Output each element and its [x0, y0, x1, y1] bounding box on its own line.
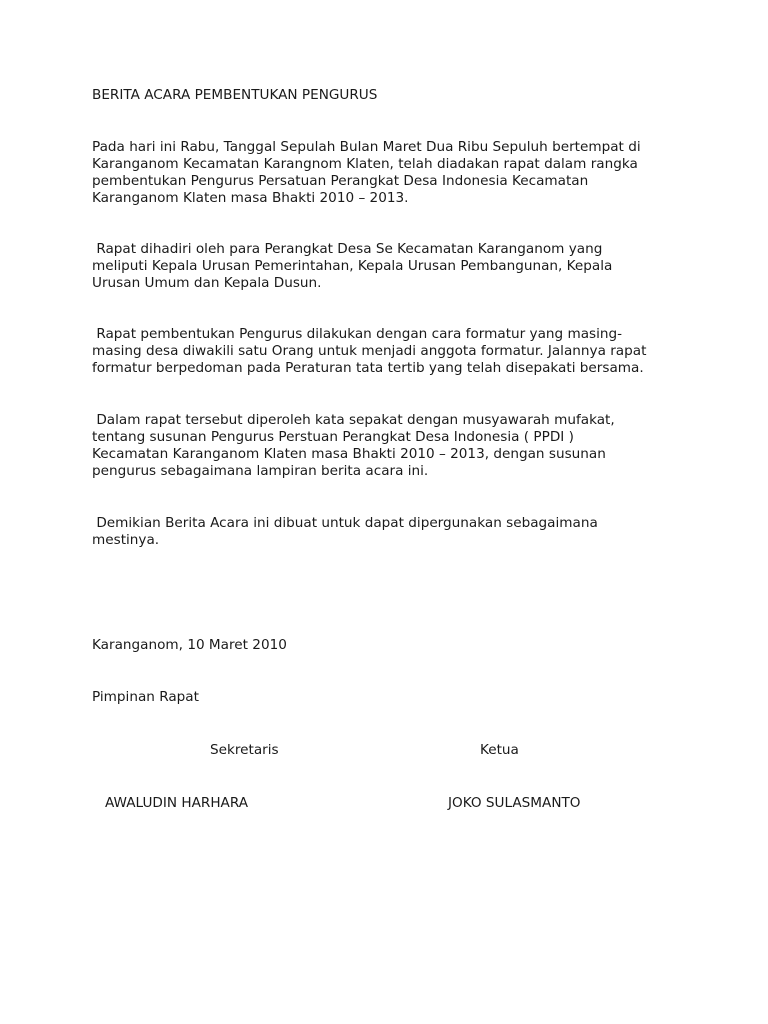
- signatory-name-secretary: AWALUDIN HARHARA: [105, 795, 249, 811]
- document-title: BERITA ACARA PEMBENTUKAN PENGURUS: [92, 87, 378, 103]
- paragraph-line: meliputi Kepala Urusan Pemerintahan, Kepala Urusan Pembangunan, Kepala: [92, 258, 613, 274]
- paragraph-line: masing desa diwakili satu Orang untuk menjadi anggota formatur. Jalannya rapat: [92, 343, 647, 359]
- paragraph-line: Dalam rapat tersebut diperoleh kata sepakat dengan musyawarah mufakat,: [92, 412, 615, 428]
- paragraph-attendance: [92, 241, 612, 292]
- paragraph-line: pengurus sebagaimana lampiran berita acara ini.: [92, 463, 429, 479]
- paragraph-line: mestinya.: [92, 532, 160, 548]
- paragraph-opening: [92, 139, 641, 207]
- paragraph-line: tentang susunan Pengurus Perstuan Perangkat Desa Indonesia ( PPDI ): [92, 429, 574, 445]
- paragraph-line: Karanganom Klaten masa Bhakti 2010 – 2013.: [92, 190, 409, 206]
- paragraph-line: formatur berpedoman pada Peraturan tata tertib yang telah disepakati bersama.: [92, 360, 644, 376]
- paragraph-line: Rapat pembentukan Pengurus dilakukan dengan cara formatur yang masing-: [92, 326, 623, 342]
- paragraph-agreement: [92, 412, 615, 480]
- paragraph-line: Urusan Umum dan Kepala Dusun.: [92, 275, 322, 291]
- signatory-role-secretary: Sekretaris: [210, 742, 279, 758]
- signatory-name-chairman: JOKO SULASMANTO: [448, 795, 581, 811]
- signatory-role-chairman: Ketua: [480, 742, 519, 758]
- paragraph-line: Pada hari ini Rabu, Tanggal Sepulah Bulan Maret Dua Ribu Sepuluh bertempat di: [92, 139, 641, 155]
- paragraph-line: Karanganom Kecamatan Karangnom Klaten, telah diadakan rapat dalam rangka: [92, 156, 638, 172]
- paragraph-closing: [92, 515, 598, 549]
- paragraph-line: Demikian Berita Acara ini dibuat untuk dapat dipergunakan sebagaimana: [92, 515, 598, 531]
- paragraph-line: Rapat dihadiri oleh para Perangkat Desa Se Kecamatan Karanganom yang: [92, 241, 603, 257]
- paragraph-procedure: [92, 326, 646, 377]
- leadership-label: Pimpinan Rapat: [92, 689, 199, 705]
- place-date: Karanganom, 10 Maret 2010: [92, 637, 287, 653]
- paragraph-line: Kecamatan Karanganom Klaten masa Bhakti 2010 – 2013, dengan susunan: [92, 446, 606, 462]
- paragraph-line: pembentukan Pengurus Persatuan Perangkat Desa Indonesia Kecamatan: [92, 173, 589, 189]
